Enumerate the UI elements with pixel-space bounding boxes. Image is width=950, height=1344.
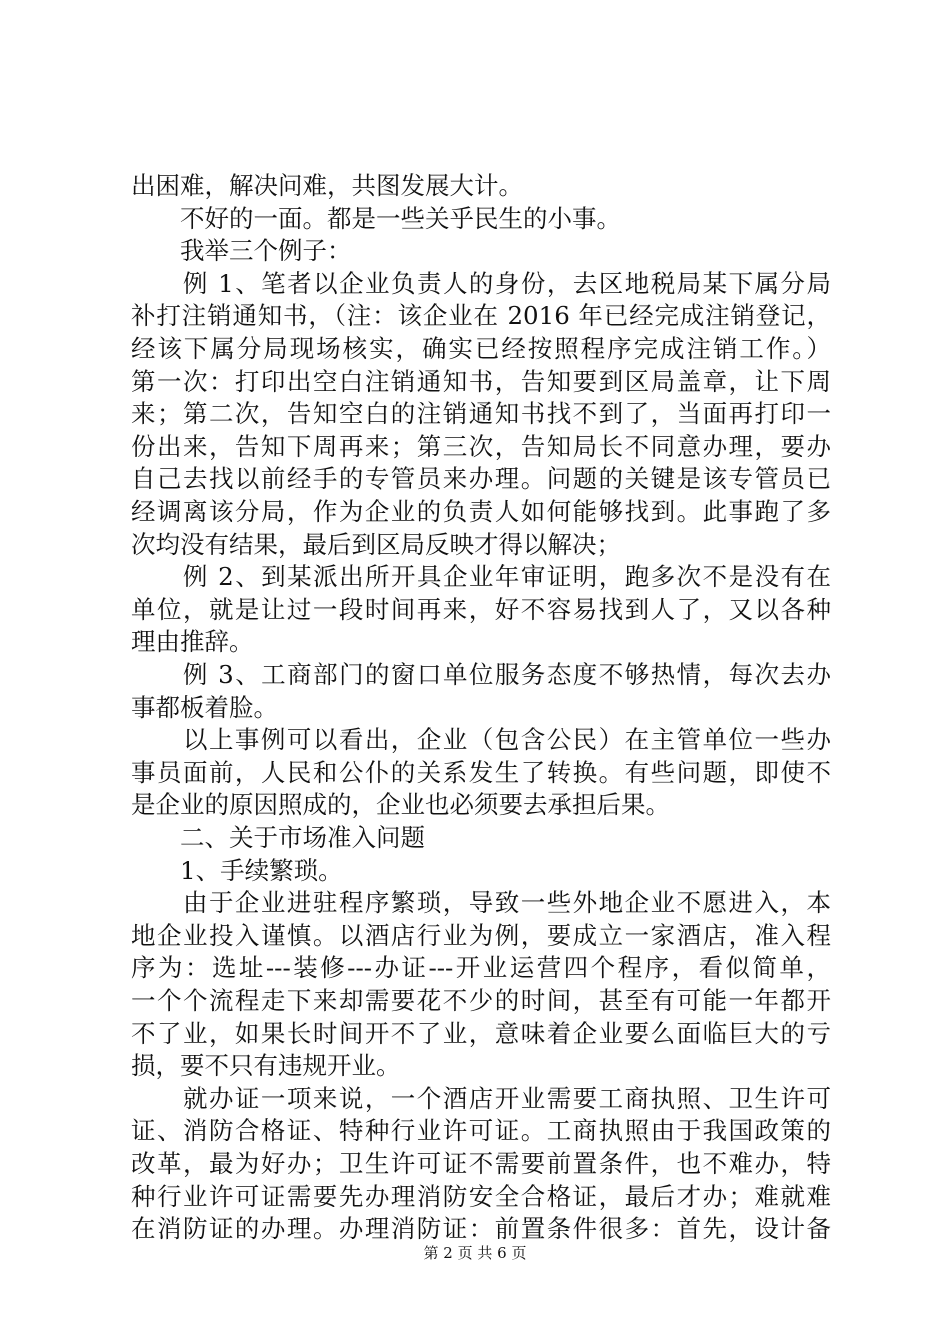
text-line: 单位，就是让过一段时间再来，好不容易找到人了，又以各种 xyxy=(131,594,831,624)
text-line: 在消防证的办理。办理消防证：前置条件很多：首先，设计备 xyxy=(131,1214,831,1244)
text-line: 例 3、工商部门的窗口单位服务态度不够热情，每次去办 xyxy=(131,660,831,689)
text-line: 事都板着脸。 xyxy=(131,692,278,722)
text-line: 不了业，如果长时间开不了业，意味着企业要么面临巨大的亏 xyxy=(131,1018,831,1048)
text-line: 以上事例可以看出，企业（包含公民）在主管单位一些办 xyxy=(131,725,831,755)
text-line: 事员面前，人民和公仆的关系发生了转换。有些问题，即使不 xyxy=(131,757,831,787)
text-line: 来；第二次，告知空白的注销通知书找不到了，当面再打印一 xyxy=(131,399,831,429)
text-line: 二、关于市场准入问题 xyxy=(131,823,425,852)
text-line: 例 2、到某派出所开具企业年审证明，跑多次不是没有在 xyxy=(131,562,831,592)
text-line: 理由推辞。 xyxy=(131,627,254,657)
text-line: 1、手续繁琐。 xyxy=(131,855,343,885)
text-line: 不好的一面。都是一些关乎民生的小事。 xyxy=(131,203,621,233)
text-line: 损，要不只有违规开业。 xyxy=(131,1051,401,1081)
text-line: 地企业投入谨慎。以酒店行业为例，要成立一家酒店，准入程 xyxy=(131,920,831,950)
text-line: 是企业的原因照成的，企业也必须要去承担后果。 xyxy=(131,790,670,820)
text-line: 出困难，解决问难，共图发展大计。 xyxy=(131,171,523,200)
text-line: 经该下属分局现场核实，确实已经按照程序完成注销工作。） xyxy=(131,334,831,363)
text-line: 改革，最为好办；卫生许可证不需要前置条件，也不难办，特 xyxy=(131,1149,831,1178)
text-line: 就办证一项来说，一个酒店开业需要工商执照、卫生许可 xyxy=(131,1083,831,1113)
text-line: 经调离该分局，作为企业的负责人如何能够找到。此事跑了多 xyxy=(131,497,831,526)
text-line: 由于企业进驻程序繁琐，导致一些外地企业不愿进入，本 xyxy=(131,888,831,918)
text-line: 一个个流程走下来却需要花不少的时间，甚至有可能一年都开 xyxy=(131,986,831,1015)
text-line: 补打注销通知书，（注：该企业在 2016 年已经完成注销登记， xyxy=(131,301,831,331)
text-line: 序为：选址---装修---办证---开业运营四个程序，看似简单， xyxy=(131,953,831,983)
text-line: 次均没有结果，最后到区局反映才得以解决； xyxy=(131,529,621,559)
text-line: 种行业许可证需要先办理消防安全合格证，最后才办；难就难 xyxy=(131,1181,831,1211)
text-line: 份出来，告知下周再来；第三次，告知局长不同意办理，要办 xyxy=(131,431,831,461)
text-line: 例 1、笔者以企业负责人的身份，去区地税局某下属分局 xyxy=(131,268,831,298)
text-line: 第一次：打印出空白注销通知书，告知要到区局盖章，让下周 xyxy=(131,366,831,396)
text-line: 我举三个例子： xyxy=(131,236,352,266)
page-number: 第 2 页 共 6 页 xyxy=(423,1244,527,1262)
text-line: 证、消防合格证、特种行业许可证。工商执照由于我国政策的 xyxy=(131,1116,831,1146)
text-line: 自己去找以前经手的专管员来办理。问题的关键是该专管员已 xyxy=(131,464,831,494)
